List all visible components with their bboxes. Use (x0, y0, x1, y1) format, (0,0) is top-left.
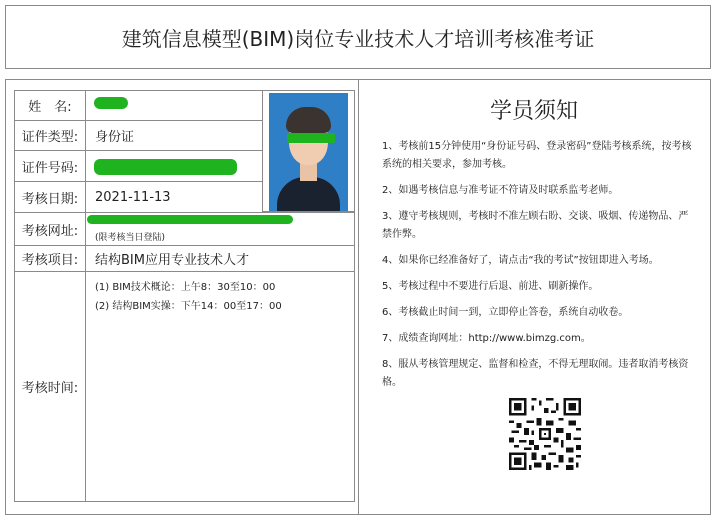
page-title: 建筑信息模型(BIM)岗位专业技术人才培训考核准考证 (5, 5, 711, 69)
notice-item: 2、如遇考核信息与准考证不符请及时联系监考老师。 (382, 185, 619, 196)
column-divider (358, 80, 359, 514)
name-row (14, 90, 263, 121)
exam-time-row (14, 271, 355, 502)
notice-item: 6、考核截止时间一到，立即停止答卷，系统自动收卷。 (382, 307, 629, 318)
id-number-label: 证件号码: (15, 151, 86, 181)
candidate-photo (269, 93, 348, 211)
eye-redaction-bar (287, 133, 335, 143)
schedule-item: (2) 结构BIM实操：下午14：00至17：00 (95, 301, 282, 312)
photo-cell (262, 90, 355, 212)
notice-item: 3、遵守考核规则，考核时不准左顾右盼、交谈、吸烟、传递物品、严禁作弊。 (382, 211, 689, 240)
notice-item: 5、考核过程中不要进行后退、前进、刷新操作。 (382, 281, 599, 292)
notice-item: 1、考核前15分钟使用“身份证号码、登录密码”登陆考核系统，按考核系统的相关要求，参加考核。 (382, 141, 692, 170)
exam-date-value: 2021-11-13 (95, 189, 171, 205)
id-type-label: 证件类型: (15, 121, 86, 150)
name-label: 姓 名: (15, 91, 86, 120)
notice-panel (366, 80, 702, 510)
exam-item-value: 结构BIM应用专业技术人才 (95, 253, 249, 268)
photo-hair (286, 107, 331, 133)
id-type-row (14, 120, 263, 151)
exam-item-label: 考核项目: (15, 246, 86, 271)
exam-url-row (14, 212, 355, 246)
qr-code-icon (509, 398, 581, 470)
id-number-redaction (94, 159, 237, 175)
notice-item: 7、成绩查询网址：http://www.bimzg.com。 (382, 333, 591, 344)
admission-card (5, 79, 711, 515)
notice-item: 8、服从考核管理规定、监督和检查，不得无理取闹。违者取消考核资格。 (382, 359, 689, 388)
notice-item: 4、如果你已经准备好了，请点击“我的考试”按钮即进入考场。 (382, 255, 659, 266)
exam-date-row (14, 181, 263, 213)
exam-url-label: 考核网址: (15, 213, 86, 245)
notice-list (382, 138, 698, 400)
name-redaction (94, 97, 128, 109)
id-number-row (14, 150, 263, 182)
schedule-item: (1) BIM技术概论：上午8：30至10：00 (95, 282, 276, 293)
candidate-info-table (14, 90, 355, 502)
exam-url-note: (限考核当日登陆) (95, 233, 166, 243)
exam-time-label: 考核时间: (15, 272, 86, 501)
notice-title: 学员须知 (489, 99, 578, 124)
exam-url-redaction (87, 215, 293, 224)
photo-shirt (277, 177, 340, 211)
id-type-value: 身份证 (95, 130, 135, 145)
exam-item-row (14, 245, 355, 272)
exam-date-label: 考核日期: (15, 182, 86, 212)
exam-schedule (95, 278, 282, 316)
